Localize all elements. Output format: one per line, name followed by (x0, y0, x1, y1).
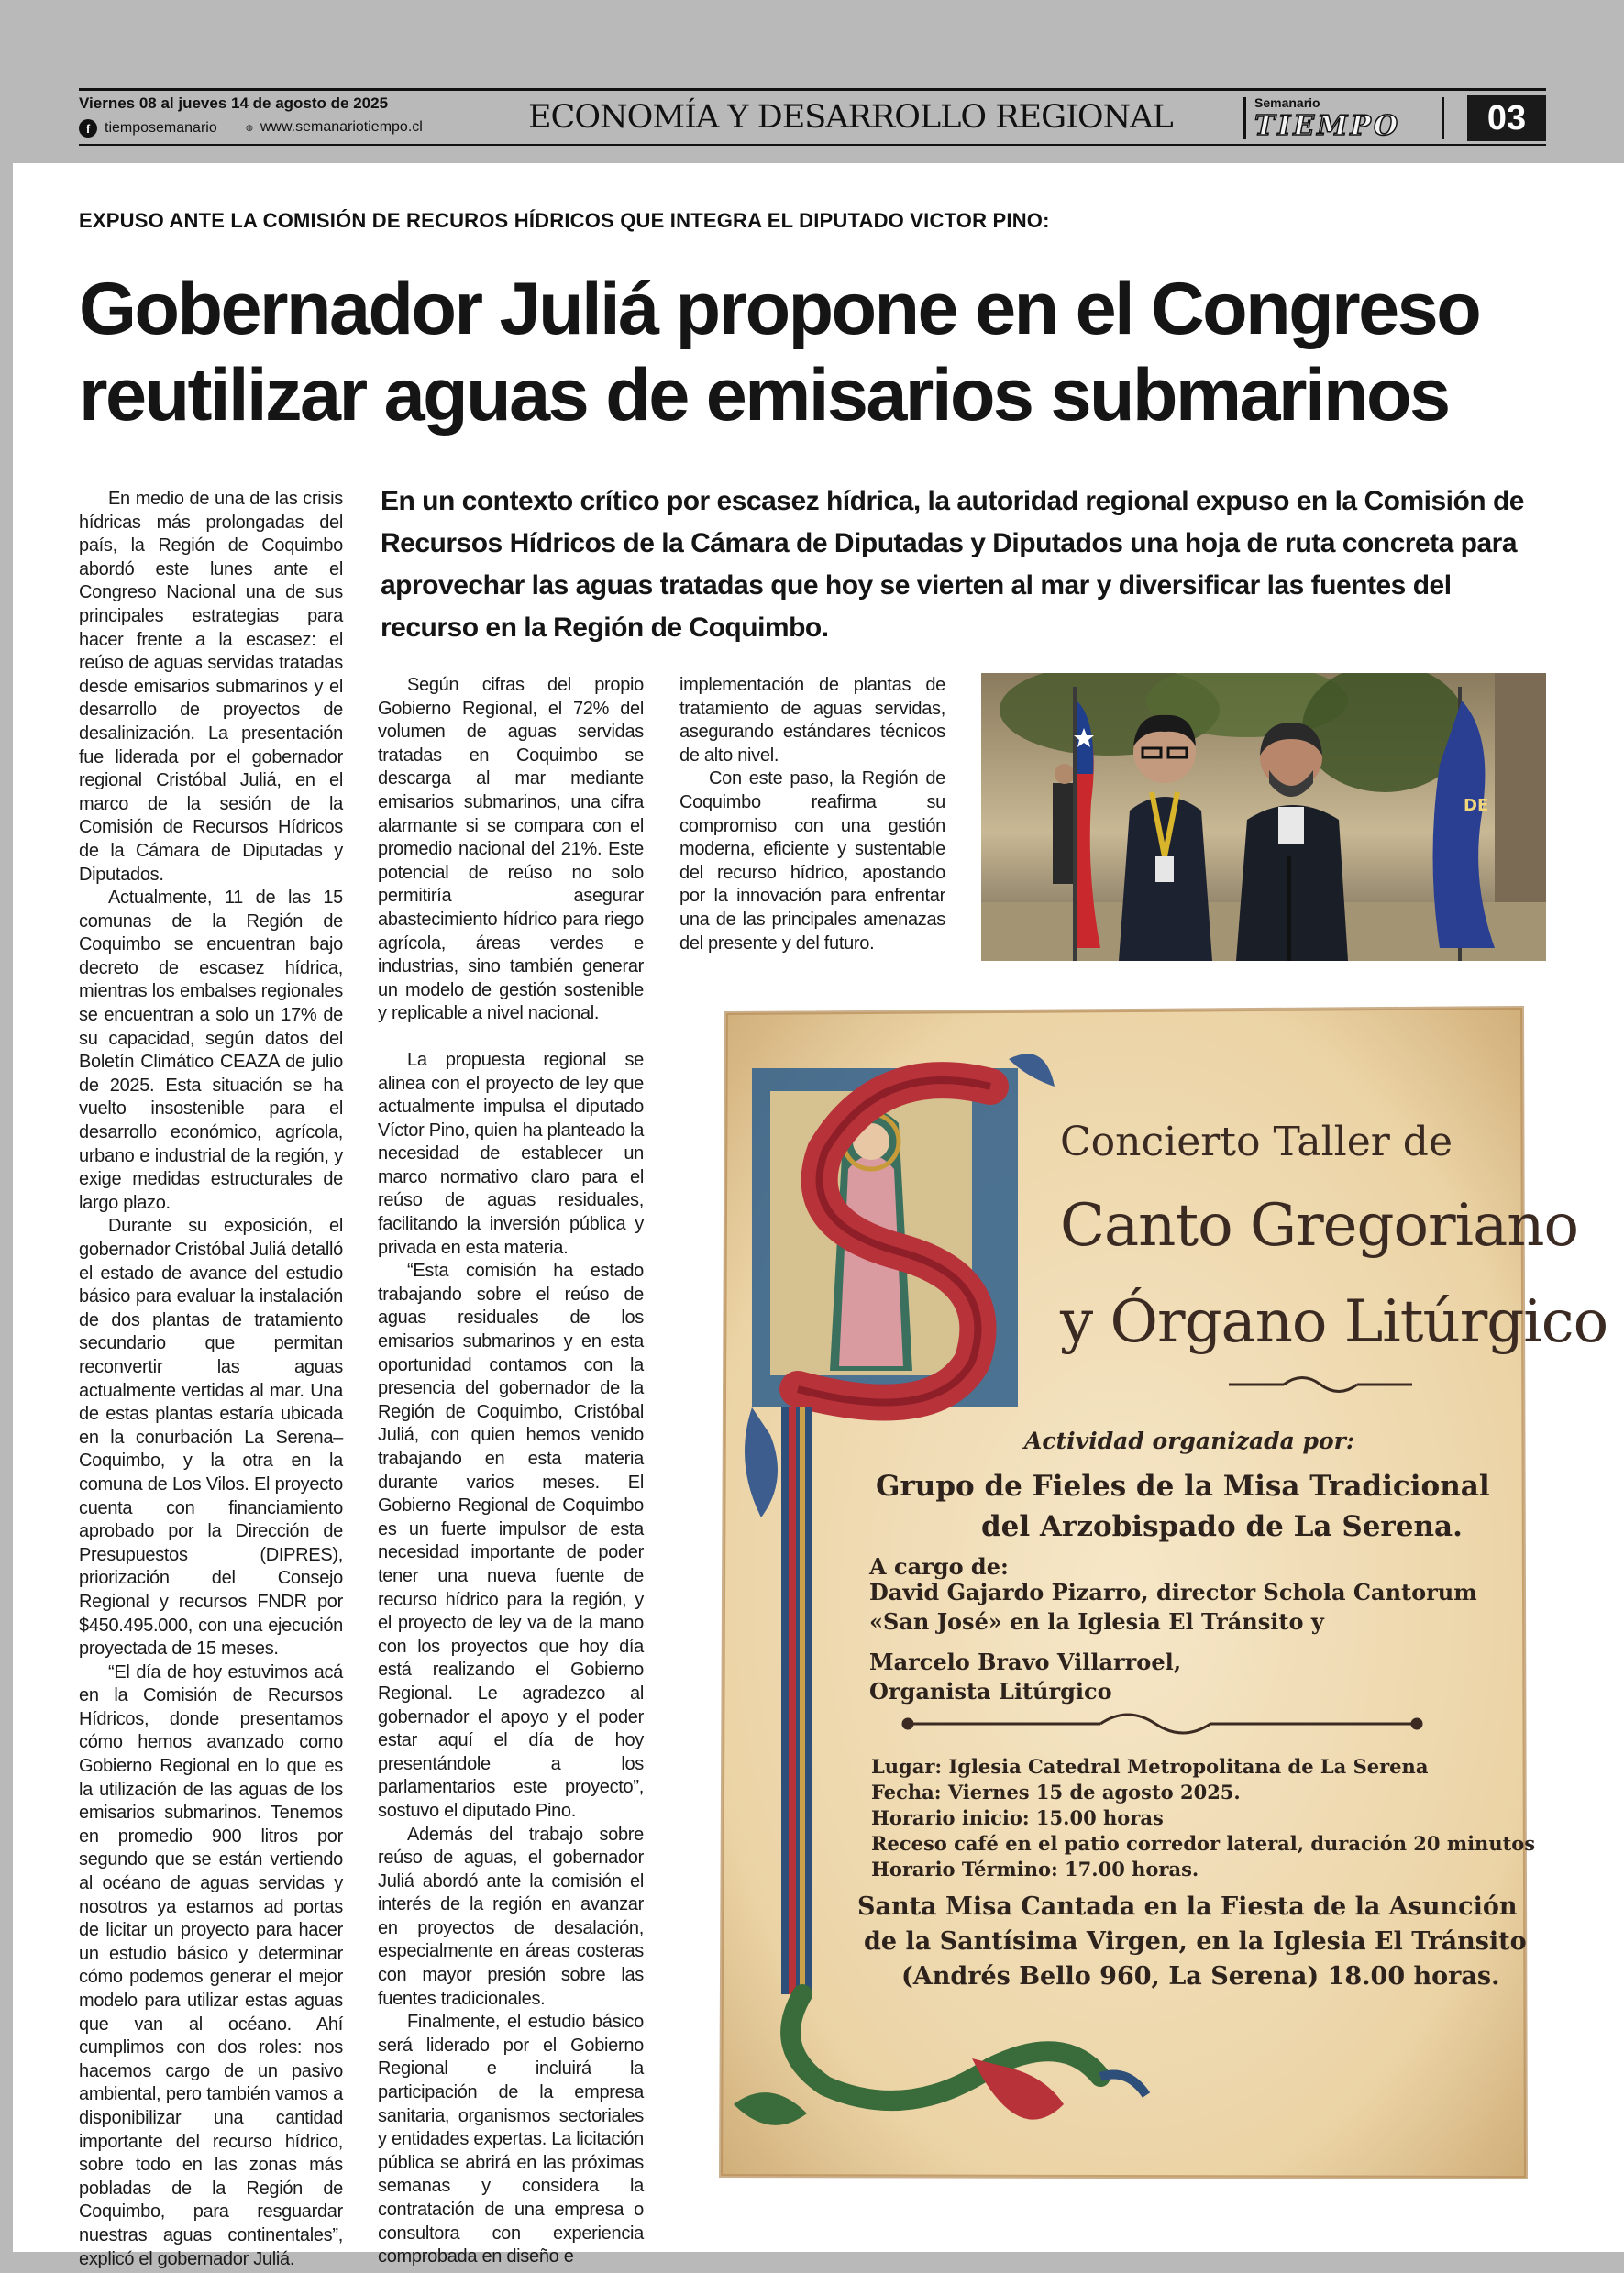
brand-logo: TIEMPO (1254, 110, 1401, 142)
paragraph: Finalmente, el estudio básico será liderado por el Gobierno Regional e incluirá la participación de la empresa sanitaria, organismos sectoriales y entidades expertas. La licitación pública se abrirá en las próximas semanas y considera la contratación de una empresa o consultora con experiencia comprobada en diseño e (378, 2012, 644, 2267)
paragraph: “El día de hoy estuvimos acá en la Comisión de Recursos Hídricos, donde presentamos cómo hemos avanzado como Gobierno Regional en lo que es la utilización de las aguas de los emisarios submarinos. Tenemos en promedio 900 litros por segundo que se están vertiendo al océano de aguas servidas y nosotros ya estamos ad portas de licitar un proyecto para hacer un estudio básico y determinar cómo podemos generar el mejor modelo para utilizar estas aguas que van al océano. Ahí cumplimos con dos roles: nos hacemos cargo de un pasivo ambiental, pero también vamos a disponibilizar una cantidad importante del recurso hídrico, sobre todo en las zonas más pobladas de la Región de Coquimbo, para resguardar nuestras aguas continentales”, explicó el gobernador Juliá. (79, 1661, 343, 2269)
paragraph: Además del trabajo sobre reúso de aguas, el gobernador Juliá abordó ante la comisión el interés de la región en avanzar en proyectos de desalación, especialmente en áreas costeras con mayor presión sobre las fuentes tradicionales. (378, 1824, 644, 2009)
poster-group-line-1: Grupo de Fieles de la Misa Tradicional (876, 1470, 1490, 1503)
poster-mass-line-1: Santa Misa Cantada en la Fiesta de la Asunción (857, 1892, 1518, 1921)
page-number: 03 (1467, 95, 1546, 141)
paragraph: “Esta comisión ha estado trabajando sobre el reúso de aguas residuales de los emisarios submarinos y en esta oportunidad contamos con la presencia del gobernador de la Región de Coquimbo, Cristóbal Juliá, con quien hemos venido trabajando en esta materia durante varios meses. El Gobierno Regional de Coquimbo es un fuerte impulsor de esta necesidad importante de poder tener una nueva fuente de recurso hídrico para la región, y el proyecto de ley va de la mano con los proyectos que hoy día está realizando el Gobierno Regional. Le agradezco al gobernador el apoyo y el poder estar aquí el día de hoy presentándole a los parlamentarios este proyecto”, sostuvo el diputado Pino. (378, 1261, 644, 1821)
poster-title-1: Concierto Taller de (1060, 1119, 1453, 1165)
article-column-2 (378, 674, 644, 2269)
poster-organized-by: Actividad organizada por: (1024, 1428, 1355, 1454)
poster-mass-line-3: (Andrés Bello 960, La Serena) 18.00 horas. (901, 1962, 1500, 1991)
paragraph: Actualmente, 11 de las 15 comunas de la Región de Coquimbo se encuentran bajo decreto de escasez hídrica, mientras los embalses regionales se encuentran a solo un 17% de su capacidad, según datos del Boletín Climático CEAZA de julio de 2025. Esta situación se ha vuelto insostenible para el desarrollo económico, agrícola, urbano e industrial de la región, y exige medidas estructurales de largo plazo. (79, 888, 343, 1213)
poster-group-line-2: del Arzobispado de La Serena. (981, 1510, 1463, 1543)
photo-illustration (981, 673, 1546, 961)
paragraph: Según cifras del propio Gobierno Regional, el 72% del volumen de aguas servidas tratadas en Coquimbo se descarga al mar mediante emisarios submarinos, una cifra alarmante si se compara con el promedio nacional del 21%. Este potencial de reúso no solo permitiría asegurar abastecimiento hídrico para riego agrícola, áreas verdes e industrias, sino también generar un modelo de gestión sostenible y replicable a nivel nacional. (378, 675, 644, 1024)
section-title: ECONOMÍA Y DESARROLLO REGIONAL (528, 99, 1173, 136)
flag-text: DE (1464, 796, 1489, 815)
poster-director-line-2: «San José» en la Iglesia El Tránsito y (869, 1608, 1324, 1635)
masthead-top-rule (79, 88, 1546, 91)
poster-in-charge: A cargo de: (869, 1553, 1009, 1580)
article-column-3 (679, 674, 945, 955)
masthead (0, 0, 1624, 163)
article-kicker: EXPUSO ANTE LA COMISIÓN DE RECUROS HÍDRICOS QUE INTEGRA EL DIPUTADO VICTOR PINO: (79, 209, 1050, 232)
poster-director-line-1: David Gajardo Pizarro, director Schola Cantorum (869, 1579, 1477, 1605)
headline-line-2: reutilizar aguas de emisarios submarinos (79, 354, 1449, 436)
poster-date: Fecha: Viernes 15 de agosto 2025. (871, 1781, 1241, 1804)
poster-organist-line-1: Marcelo Bravo Villarroel, (869, 1649, 1182, 1675)
poster-title-3: y Órgano Litúrgico (1060, 1288, 1608, 1356)
brand-subtitle: Semanario (1254, 95, 1320, 110)
brand-divider-left (1243, 97, 1246, 139)
article-lead: En un contexto crítico por escasez hídrica, la autoridad regional expuso en la Comisión de Recursos Hídricos de la Cámara de Diputadas y Diputados una hoja de ruta concreta para aprovechar las aguas tratadas que hoy se vierten al mar y diversificar las fuentes del recurso en la Región de Coquimbo. (381, 486, 1524, 643)
social-handle (79, 119, 217, 138)
globe-icon: ◍ (246, 122, 253, 132)
article-photo (981, 673, 1546, 961)
social-handle-text: tiemposemanario (105, 120, 217, 136)
article-headline (79, 266, 1546, 438)
poster-break: Receso café en el patio corredor lateral, duración 20 minutos (871, 1832, 1536, 1855)
website-text: www.semanariotiempo.cl (260, 119, 423, 135)
article-column-1 (79, 488, 343, 2271)
facebook-icon: f (79, 119, 97, 138)
poster-end-time: Horario Término: 17.00 horas. (871, 1858, 1199, 1881)
issue-date: Viernes 08 al jueves 14 de agosto de 2025 (79, 94, 389, 112)
poster-organist-line-2: Organista Litúrgico (869, 1678, 1112, 1705)
paragraph: La propuesta regional se alinea con el proyecto de ley que actualmente impulsa el diputado Víctor Pino, quien ha planteado la necesidad de establecer un marco normativo claro para el reúso de aguas residuales, facilitando la inversión pública y privada en esta materia. (378, 1049, 645, 1258)
paragraph: En medio de una de las crisis hídricas más prolongadas del país, la Región de Coquimbo abordó este lunes ante el Congreso Nacional una de sus principales estrategias para hacer frente a la escasez: el reúso de aguas servidas tratadas desde emisarios submarinos y el desarrollo de proyectos de desalinización. La presentación fue liderada por el gobernador regional Cristóbal Juliá, en el marco de la sesión de la Comisión de Recursos Hídricos de la Cámara de Diputadas y Diputados. (79, 489, 343, 885)
paragraph: implementación de plantas de tratamiento de aguas servidas, asegurando estándares técnicos de alto nivel. (679, 675, 945, 766)
poster-start-time: Horario inicio: 15.00 horas (871, 1806, 1164, 1829)
poster-title-2: Canto Gregoriano (1060, 1192, 1578, 1260)
poster-place: Lugar: Iglesia Catedral Metropolitana de La Serena (871, 1755, 1429, 1778)
headline-line-1: Gobernador Juliá propone en el Congreso (79, 268, 1480, 350)
paragraph: Con este paso, la Región de Coquimbo reafirma su compromiso con una gestión moderna, eficiente y sustentable del recurso hídrico, apostando por la innovación para enfrentar una de las principales amenazas del presente y del futuro. (679, 768, 945, 954)
poster-mass-line-2: de la Santísima Virgen, en la Iglesia El Tránsito (864, 1927, 1527, 1956)
masthead-bottom-rule (79, 144, 1546, 146)
paragraph: Durante su exposición, el gobernador Cristóbal Juliá detalló el estado de avance del estudio básico para evaluar la instalación de dos plantas de tratamiento secundario que permitan reconvertir las aguas actualmente vertidas al mar. Una de estas plantas estaría ubicada en la conurbación La Serena–Coquimbo, y la otra en la comuna de Los Vilos. El proyecto cuenta con financiamiento aprobado por la Dirección de Presupuestos (DIPRES), priorización del Consejo Regional y recursos FNDR por $450.495.000, con una ejecución proyectada de 15 meses. (79, 1216, 343, 1660)
website (246, 119, 423, 136)
brand-divider-right (1442, 97, 1444, 139)
